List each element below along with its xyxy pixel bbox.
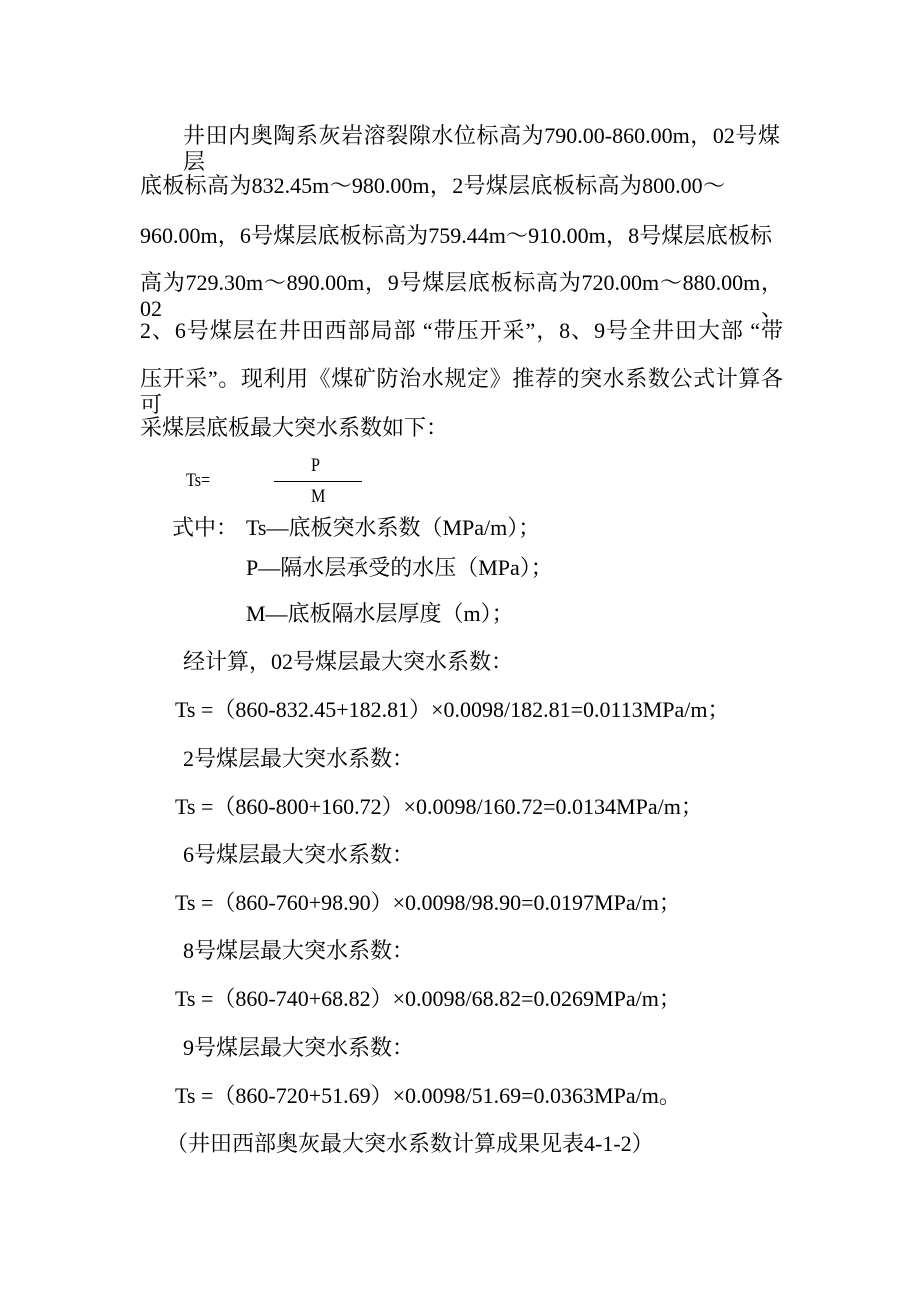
formula-lhs: Ts= bbox=[186, 470, 211, 491]
legend-item: P—隔水层承受的水压（MPa）； bbox=[246, 555, 553, 580]
paragraph-line: 960.00m，6号煤层底板标高为759.44m～910.00m，8号煤层底板标 bbox=[140, 223, 772, 248]
calc-formula: Ts =（860-800+160.72）×0.0098/160.72=0.0134MPa/m； bbox=[175, 794, 703, 819]
paragraph-line: 采煤层底板最大突水系数如下： bbox=[140, 415, 449, 440]
paragraph-line: 压开采”。现利用《煤矿防治水规定》推荐的突水系数公式计算各可 bbox=[140, 366, 783, 417]
calc-heading: 经计算，02号煤层最大突水系数： bbox=[183, 649, 514, 674]
legend-item: M—底板隔水层厚度（m）； bbox=[246, 601, 514, 626]
paragraph-line: 井田内奥陶系灰岩溶裂隙水位标高为790.00-860.00m，02号煤层 bbox=[183, 123, 780, 174]
calc-heading: 2号煤层最大突水系数： bbox=[183, 746, 415, 771]
formula-denominator: M bbox=[311, 486, 326, 507]
calc-formula: Ts =（860-760+98.90）×0.0098/98.90=0.0197MPa/m； bbox=[175, 890, 681, 915]
calc-heading: 6号煤层最大突水系数： bbox=[183, 842, 415, 867]
paragraph-line: 2、6号煤层在井田西部局部 “带压开采”，8、9号全井田大部 “带 bbox=[140, 318, 783, 343]
calc-heading: 8号煤层最大突水系数： bbox=[183, 938, 415, 963]
fraction-bar bbox=[274, 481, 362, 482]
paragraph-line: 高为729.30m～890.00m，9号煤层底板标高为720.00m～880.00m，02、 bbox=[140, 270, 783, 321]
calc-formula: Ts =（860-720+51.69）×0.0098/51.69=0.0363MPa/m。 bbox=[175, 1083, 681, 1108]
calc-formula: Ts =（860-832.45+182.81）×0.0098/182.81=0.0113MPa/m； bbox=[175, 697, 730, 722]
calc-formula: Ts =（860-740+68.82）×0.0098/68.82=0.0269MPa/m； bbox=[175, 986, 681, 1011]
legend-prefix: 式中： bbox=[172, 515, 239, 540]
legend-item: Ts—底板突水系数（MPa/m）； bbox=[246, 515, 541, 540]
formula-numerator: P bbox=[311, 455, 320, 476]
calc-heading: 9号煤层最大突水系数： bbox=[183, 1035, 415, 1060]
table-reference-note: （井田西部奥灰最大突水系数计算成果见表4-1-2） bbox=[166, 1131, 654, 1156]
paragraph-line: 底板标高为832.45m～980.00m，2号煤层底板标高为800.00～ bbox=[140, 173, 725, 198]
